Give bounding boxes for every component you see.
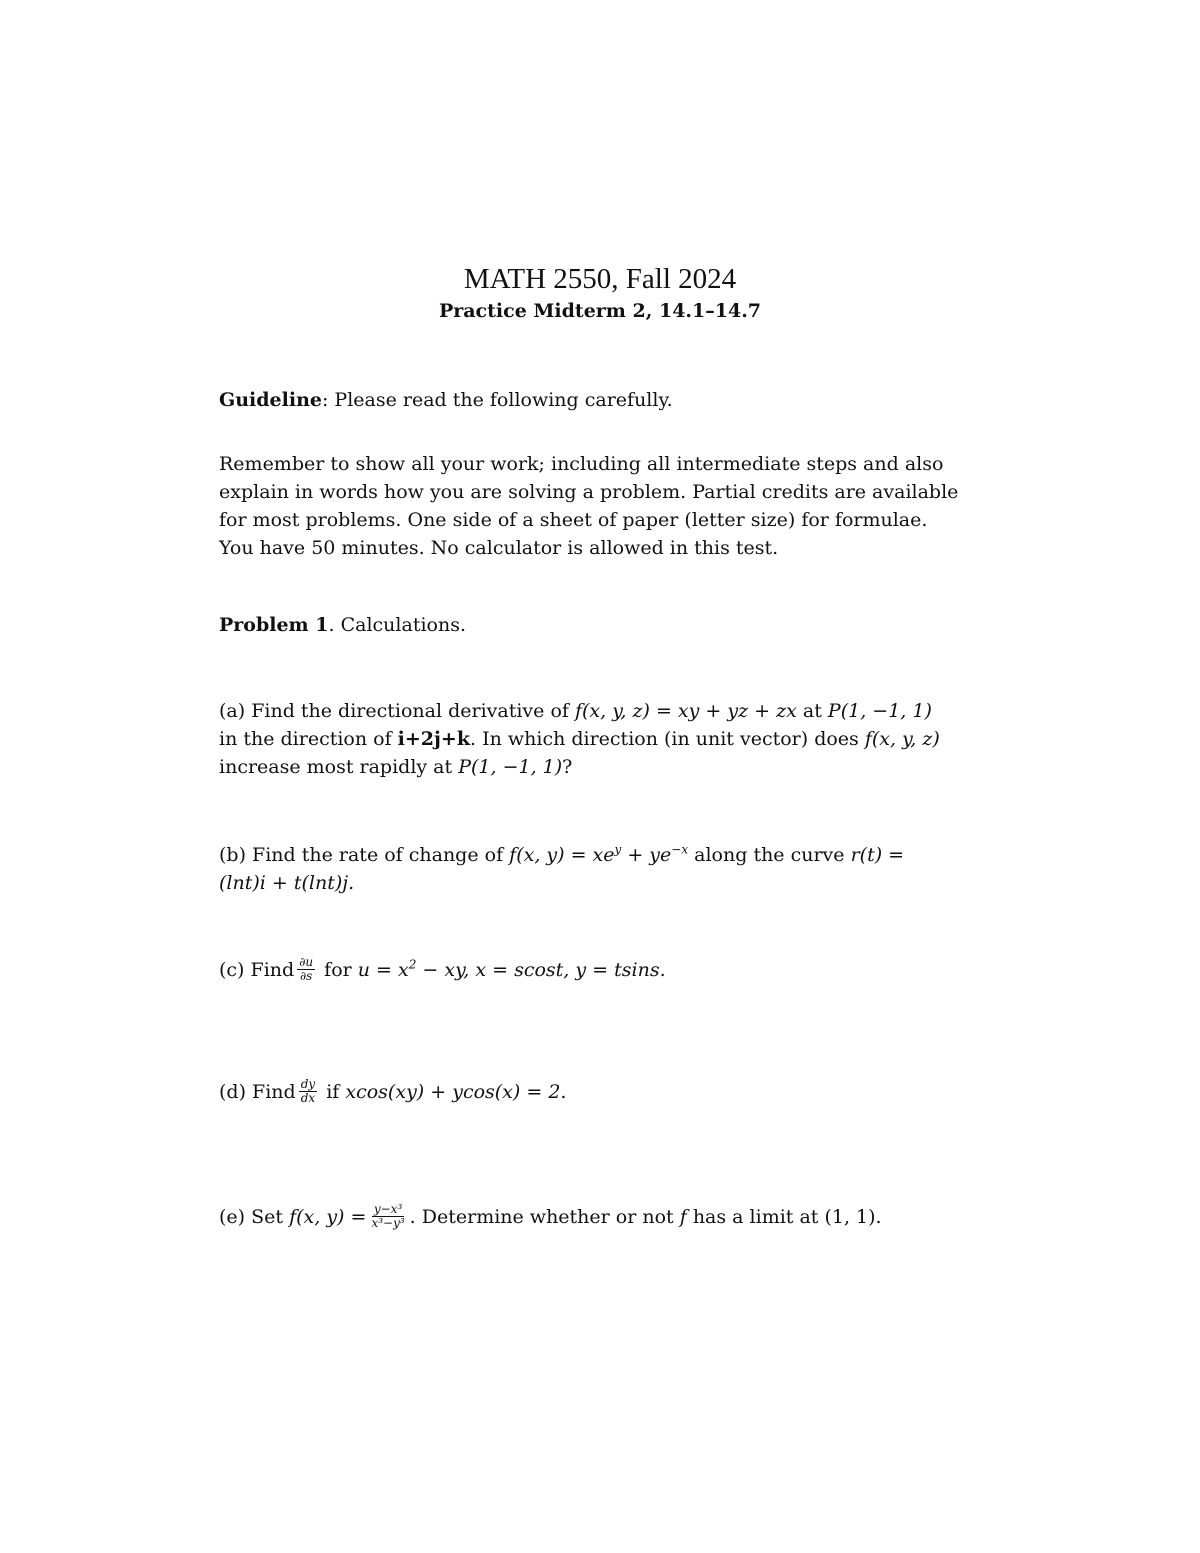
part-e-tag: (e)	[219, 1206, 246, 1228]
part-a-line2-post: . In which direction (in unit vector) does	[470, 728, 859, 750]
part-a-line3-post: ?	[562, 756, 573, 778]
part-c	[219, 956, 984, 985]
part-a-vector: i+2j+k	[397, 728, 470, 750]
part-a-function-2: f(x, y, z)	[864, 728, 940, 750]
part-d	[219, 1078, 984, 1107]
guideline-label: Guideline	[219, 389, 322, 411]
part-d-equation: xcos(xy) + ycos(x) = 2.	[345, 1081, 567, 1103]
part-a-at: at	[802, 700, 822, 722]
part-d-find: Find	[252, 1081, 296, 1103]
part-a-tag: (a)	[219, 700, 246, 722]
part-e-fraction	[369, 1203, 406, 1230]
part-c-for: for	[324, 959, 352, 981]
part-c-fraction	[297, 956, 315, 983]
part-c-eq-2: − xy, x = scost, y = tsins.	[416, 959, 666, 981]
part-a-function: f(x, y, z) = xy + yz + zx	[574, 700, 797, 722]
instructions-line: for most problems. One side of a sheet of paper (letter size) for formulae.	[219, 509, 928, 531]
part-b-exp-2: −x	[671, 842, 689, 857]
part-d-if: if	[326, 1081, 340, 1103]
part-b-curve: r(t) =	[850, 844, 905, 866]
part-e-frac-den: x³−y³	[371, 1215, 405, 1230]
part-b-tag: (b)	[219, 844, 246, 866]
instructions-line: explain in words how you are solving a problem. Partial credits are available	[219, 481, 959, 503]
part-b-along: along the curve	[694, 844, 845, 866]
part-b-text: Find the rate of change of	[252, 844, 504, 866]
instructions-line: You have 50 minutes. No calculator is allowed in this test.	[219, 537, 779, 559]
part-c-find: Find	[250, 959, 295, 981]
part-d-tag: (d)	[219, 1081, 246, 1103]
part-c-exp: 2	[408, 957, 417, 972]
part-e	[219, 1203, 984, 1232]
part-a-text: Find the directional derivative of	[251, 700, 569, 722]
part-b-function	[509, 844, 688, 866]
part-e-set: Set	[251, 1206, 284, 1228]
part-b-line2: (lnt)i + t(lnt)j.	[219, 872, 355, 894]
part-c-frac-num: ∂u	[299, 954, 314, 969]
part-e-frac-num: y−x³	[373, 1201, 403, 1216]
part-b-exp-1: y	[614, 842, 622, 857]
problem-label: Problem 1	[219, 614, 329, 636]
part-a-point: P(1, −1, 1)	[827, 700, 932, 722]
part-b-fn-plus: + ye	[621, 844, 672, 866]
part-c-equation	[358, 959, 666, 981]
part-c-frac-den: ∂s	[299, 968, 313, 983]
part-e-rest: . Determine whether or not	[409, 1206, 674, 1228]
part-c-eq-1: u = x	[357, 959, 409, 981]
part-a-line3-pre: increase most rapidly at	[219, 756, 453, 778]
page-subtitle: Practice Midterm 2, 14.1–14.7	[438, 300, 762, 322]
problem-title: . Calculations.	[328, 614, 466, 636]
part-e-f: f	[679, 1206, 687, 1228]
instructions-paragraph	[219, 450, 984, 562]
part-a	[219, 697, 984, 781]
part-c-tag: (c)	[219, 959, 245, 981]
part-d-frac-den: dx	[300, 1090, 316, 1105]
part-b-fn-base: f(x, y) = xe	[509, 844, 615, 866]
guideline-paragraph	[219, 386, 984, 414]
part-e-function: f(x, y) =	[289, 1206, 367, 1228]
part-d-fraction	[299, 1078, 317, 1105]
part-e-rest-2: has a limit at	[692, 1206, 819, 1228]
part-a-line2-pre: in the direction of	[219, 728, 392, 750]
part-a-point-2: P(1, −1, 1)	[458, 756, 563, 778]
problem-1-heading	[219, 611, 984, 639]
instructions-line: Remember to show all your work; including all intermediate steps and also	[219, 453, 944, 475]
part-e-point: (1, 1).	[824, 1206, 882, 1228]
guideline-text: : Please read the following carefully.	[321, 389, 673, 411]
part-b	[219, 841, 984, 897]
page-title: MATH 2550, Fall 2024	[463, 263, 737, 295]
part-d-frac-num: dy	[300, 1076, 316, 1091]
